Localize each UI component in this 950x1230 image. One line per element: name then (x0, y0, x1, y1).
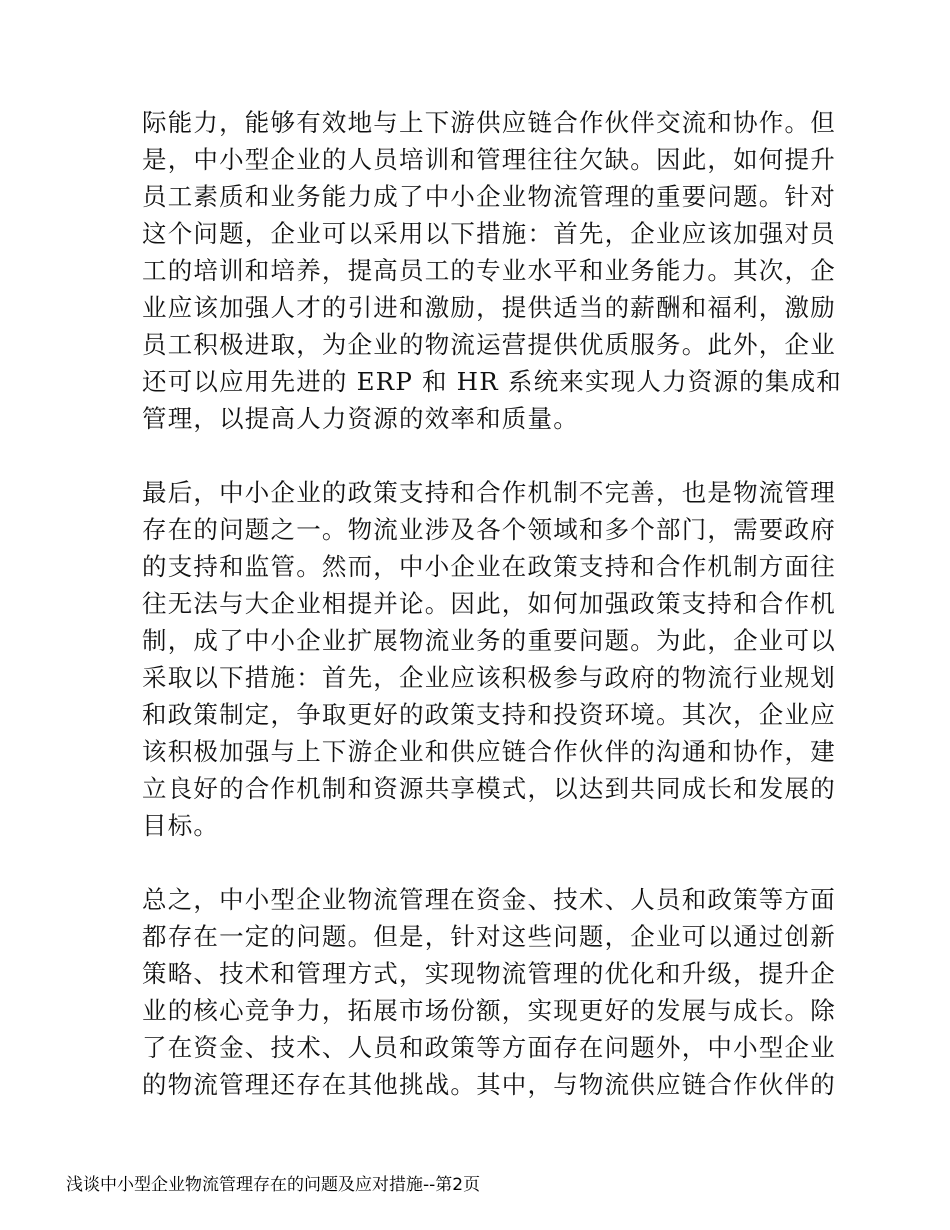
text-line: 目标。 (142, 811, 220, 840)
text-line: 该积极加强与上下游企业和供应链合作伙伴的沟通和协作，建 (142, 737, 836, 766)
text-line: 的支持和监管。然而，中小企业在政策支持和合作机制方面往 (142, 552, 836, 581)
text-line: 往无法与大企业相提并论。因此，如何加强政策支持和合作机 (142, 589, 836, 618)
document-body (142, 104, 842, 1103)
text-line: 这个问题，企业可以采用以下措施：首先，企业应该加强对员 (142, 219, 836, 248)
text-line: 立良好的合作机制和资源共享模式，以达到共同成长和发展的 (142, 774, 836, 803)
text-line: 制，成了中小企业扩展物流业务的重要问题。为此，企业可以 (142, 626, 836, 655)
paragraph-conclusion (142, 881, 836, 1103)
text-line: 都存在一定的问题。但是，针对这些问题，企业可以通过创新 (142, 922, 836, 951)
text-line: 总之，中小型企业物流管理在资金、技术、人员和政策等方面 (142, 885, 836, 914)
paragraph-policy-support (142, 474, 836, 844)
paragraph-staff-training (142, 104, 842, 437)
text-line: 采取以下措施：首先，企业应该积极参与政府的物流行业规划 (142, 663, 836, 692)
text-line: 最后，中小企业的政策支持和合作机制不完善，也是物流管理 (142, 478, 836, 507)
text-line: 工的培训和培养，提高员工的专业水平和业务能力。其次，企 (142, 256, 836, 285)
text-line: 业应该加强人才的引进和激励，提供适当的薪酬和福利，激励 (142, 293, 836, 322)
text-line: 是，中小型企业的人员培训和管理往往欠缺。因此，如何提升 (142, 145, 836, 174)
text-line: 和政策制定，争取更好的政策支持和投资环境。其次，企业应 (142, 700, 836, 729)
text-line: 业的核心竞争力，拓展市场份额，实现更好的发展与成长。除 (142, 996, 836, 1025)
text-line: 际能力，能够有效地与上下游供应链合作伙伴交流和协作。但 (142, 108, 836, 137)
text-line: 策略、技术和管理方式，实现物流管理的优化和升级，提升企 (142, 959, 836, 988)
text-line: 还可以应用先进的 ERP 和 HR 系统来实现人力资源的集成和 (142, 367, 842, 396)
text-line: 员工素质和业务能力成了中小企业物流管理的重要问题。针对 (142, 182, 836, 211)
page-footer: 浅谈中小型企业物流管理存在的问题及应对措施--第2页 (66, 1175, 481, 1195)
text-line: 的物流管理还存在其他挑战。其中，与物流供应链合作伙伴的 (142, 1070, 836, 1099)
text-line: 了在资金、技术、人员和政策等方面存在问题外，中小型企业 (142, 1033, 836, 1062)
text-line: 管理，以提高人力资源的效率和质量。 (142, 404, 579, 433)
text-line: 员工积极进取，为企业的物流运营提供优质服务。此外，企业 (142, 330, 836, 359)
text-line: 存在的问题之一。物流业涉及各个领域和多个部门，需要政府 (142, 515, 836, 544)
